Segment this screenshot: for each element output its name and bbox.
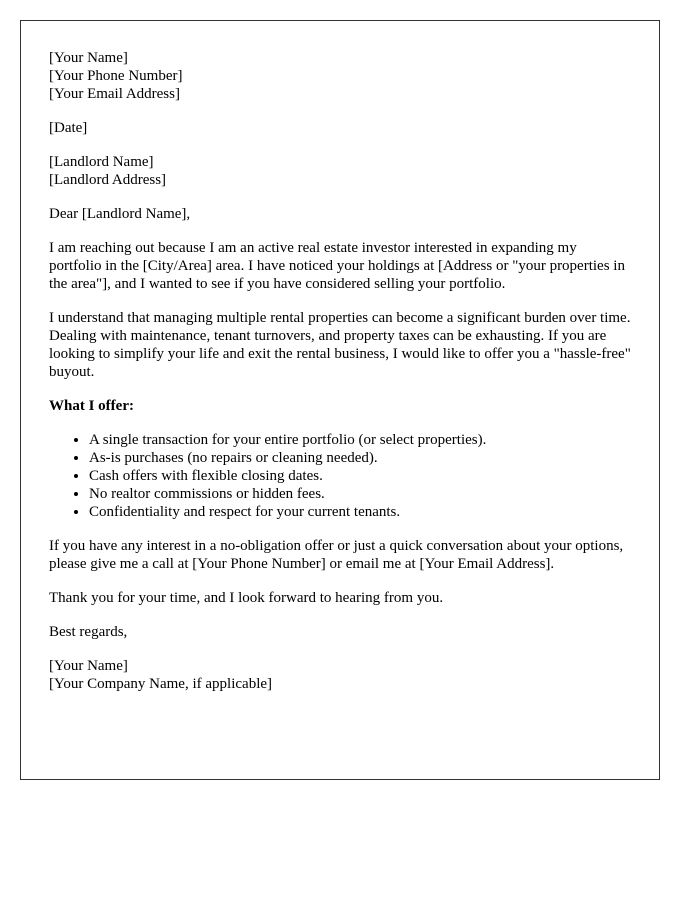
offer-list (49, 431, 631, 521)
signature-company: [Your Company Name, if applicable] (49, 676, 273, 692)
offer-item: • No realtor commissions or hidden fees. (89, 485, 631, 503)
intro-paragraph: I am reaching out because I am an active real estate investor interested in expanding my portfolio in the [City/Area] area. I have noticed your holdings at [Address or "your properties in the area"], and I wanted to see if you have considered selling your portfolio. (49, 240, 625, 292)
understanding-paragraph: I understand that managing multiple rental properties can become a significant burden over time. Dealing with maintenance, tenant turnovers, and property taxes can be exhausting. If you are looking to simplify your life and exit the rental business, I would like to offer you a "hassle-free" buyout. (49, 310, 631, 380)
sender-phone: [Your Phone Number] (49, 68, 183, 84)
salutation: Dear [Landlord Name], (49, 206, 191, 222)
recipient-address: [Landlord Address] (49, 172, 167, 188)
thanks-paragraph: Thank you for your time, and I look forward to hearing from you. (49, 590, 444, 606)
sender-block (49, 49, 631, 103)
date-block (49, 119, 631, 137)
contact-paragraph: If you have any interest in a no-obligation offer or just a quick conversation about your options, please give me a call at [Your Phone Number] or email me at [Your Email Address]. (49, 538, 624, 572)
sender-email: [Your Email Address] (49, 86, 180, 102)
offer-item: • A single transaction for your entire portfolio (or select properties). (89, 431, 631, 449)
recipient-name: [Landlord Name] (49, 154, 154, 170)
letter-date: [Date] (49, 120, 88, 136)
offer-item: • Cash offers with flexible closing dates. (89, 467, 631, 485)
sender-name: [Your Name] (49, 50, 128, 66)
signoff: Best regards, (49, 624, 128, 640)
signature-name: [Your Name] (49, 658, 128, 674)
offer-item: • As-is purchases (no repairs or cleaning needed). (89, 449, 631, 467)
offer-heading: What I offer: (49, 398, 134, 414)
signature-block (49, 657, 631, 693)
offer-item: • Confidentiality and respect for your current tenants. (89, 503, 631, 521)
letter (20, 20, 660, 780)
recipient-block (49, 153, 631, 189)
